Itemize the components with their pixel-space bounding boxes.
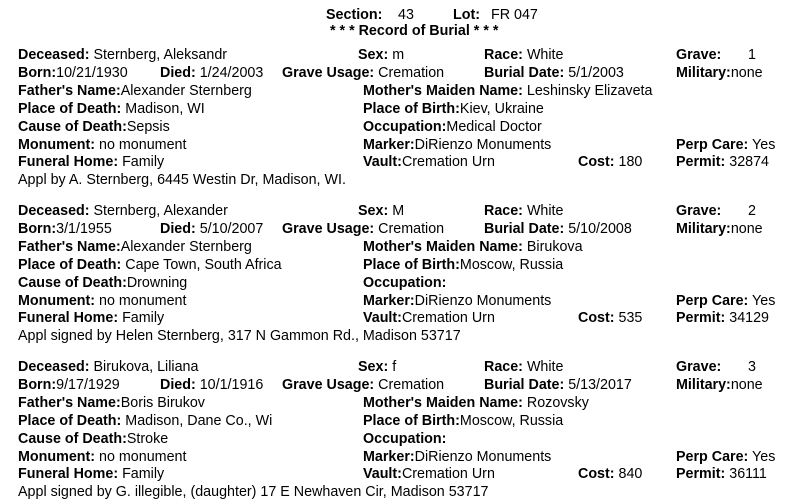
grave-usage-value: Cremation: [378, 220, 445, 237]
monument-value: no monument: [99, 448, 187, 465]
place-of-birth-field: [363, 257, 563, 274]
occupation-label: Occupation:: [363, 430, 447, 447]
cost-field: [578, 466, 642, 483]
funeral-home-field: [18, 154, 164, 171]
perp-care-value: Yes: [752, 292, 776, 309]
place-of-death-label: Place of Death:: [18, 412, 122, 429]
lot-value: FR 047: [491, 7, 538, 23]
deceased-label: Deceased:: [18, 359, 90, 375]
funeral-home-label: Funeral Home:: [18, 154, 119, 171]
born-value: 3/1/1955: [56, 220, 112, 237]
section-label: Section:: [326, 7, 383, 23]
grave-usage-label: Grave Usage:: [282, 220, 375, 237]
perp-care-label: Perp Care:: [676, 292, 749, 309]
military-field: [676, 221, 763, 238]
deceased-label: Deceased:: [18, 47, 90, 63]
mother-value: Birukova: [526, 238, 583, 255]
deceased-value: Sternberg, Aleksandr: [93, 47, 228, 63]
born-value: 10/21/1930: [56, 64, 128, 81]
place-of-birth-field: [363, 413, 563, 430]
place-of-death-value: Madison, WI: [125, 100, 205, 117]
burial-date-field: [484, 221, 632, 238]
race-value: White: [526, 359, 564, 375]
father-value: Alexander Sternberg: [120, 238, 252, 255]
sex-value: f: [392, 359, 397, 375]
funeral-home-field: [18, 310, 164, 327]
died-label: Died:: [160, 220, 196, 237]
grave-label: Grave:: [676, 359, 722, 375]
application-note: Appl signed by G. illegible, (daughter) 17 E Newhaven Cir, Madison 53717: [18, 484, 489, 501]
sex-field: [358, 359, 396, 376]
perp-care-label: Perp Care:: [676, 136, 749, 153]
burial-date-label: Burial Date:: [484, 376, 565, 393]
permit-field: [676, 466, 767, 483]
died-value: 10/1/1916: [199, 376, 264, 393]
cause-of-death-field: [18, 275, 187, 292]
father-label: Father's Name:: [18, 238, 121, 255]
place-of-birth-label: Place of Birth:: [363, 256, 460, 273]
permit-label: Permit:: [676, 310, 726, 327]
place-of-birth-value: Kiev, Ukraine: [459, 100, 544, 117]
deceased-field: [18, 359, 198, 376]
marker-value: DiRienzo Monuments: [414, 136, 552, 153]
monument-field: [18, 137, 186, 154]
race-label: Race:: [484, 359, 523, 375]
place-of-birth-value: Moscow, Russia: [459, 412, 564, 429]
born-label: Born:: [18, 220, 57, 237]
deceased-field: [18, 203, 228, 220]
born-value: 9/17/1929: [56, 376, 120, 393]
grave-usage-value: Cremation: [378, 64, 445, 81]
mother-field: [363, 395, 589, 412]
funeral-home-value: Family: [122, 466, 165, 483]
place-of-birth-label: Place of Birth:: [363, 412, 460, 429]
vault-field: [363, 466, 495, 483]
sex-value: m: [392, 47, 405, 63]
cost-value: 535: [618, 310, 643, 327]
place-of-death-label: Place of Death:: [18, 100, 122, 117]
permit-value: 36111: [729, 466, 767, 483]
died-field: [160, 221, 263, 238]
monument-label: Monument:: [18, 292, 96, 309]
cost-value: 180: [618, 154, 643, 171]
occupation-field: [363, 119, 542, 136]
cause-of-death-label: Cause of Death:: [18, 430, 127, 447]
burial-date-value: 5/10/2008: [568, 220, 632, 237]
perp-care-field: [676, 293, 775, 310]
grave-value: 1: [748, 47, 756, 63]
died-label: Died:: [160, 376, 196, 393]
military-field: [676, 377, 763, 394]
sex-field: [358, 47, 404, 64]
burial-date-value: 5/1/2003: [568, 64, 624, 81]
race-field: [484, 203, 563, 220]
race-label: Race:: [484, 203, 523, 219]
grave-usage-field: [282, 221, 444, 238]
died-value: 5/10/2007: [199, 220, 264, 237]
military-label: Military:: [676, 220, 731, 237]
vault-value: Cremation Urn: [401, 466, 495, 483]
perp-care-field: [676, 137, 775, 154]
died-value: 1/24/2003: [199, 64, 264, 81]
grave-usage-label: Grave Usage:: [282, 64, 375, 81]
died-field: [160, 65, 263, 82]
military-label: Military:: [676, 376, 731, 393]
application-note: Appl by A. Sternberg, 6445 Westin Dr, Madison, WI.: [18, 172, 346, 189]
vault-field: [363, 310, 495, 327]
permit-label: Permit:: [676, 466, 726, 483]
sex-label: Sex:: [358, 47, 389, 63]
father-field: [18, 83, 252, 100]
monument-label: Monument:: [18, 136, 96, 153]
sex-label: Sex:: [358, 203, 389, 219]
permit-value: 32874: [729, 154, 770, 171]
grave-value: 2: [748, 203, 756, 219]
cost-label: Cost:: [578, 154, 615, 171]
mother-label: Mother's Maiden Name:: [363, 238, 523, 255]
perp-care-label: Perp Care:: [676, 448, 749, 465]
mother-label: Mother's Maiden Name:: [363, 394, 523, 411]
marker-value: DiRienzo Monuments: [414, 292, 552, 309]
deceased-value: Sternberg, Alexander: [93, 203, 228, 219]
grave-field: [676, 47, 721, 64]
application-note: Appl signed by Helen Sternberg, 317 N Gammon Rd., Madison 53717: [18, 328, 461, 345]
perp-care-value: Yes: [752, 136, 776, 153]
vault-label: Vault:: [363, 466, 402, 483]
permit-label: Permit:: [676, 154, 726, 171]
place-of-death-field: [18, 413, 272, 430]
burial-date-field: [484, 65, 624, 82]
permit-value: 34129: [729, 310, 770, 327]
burial-date-label: Burial Date:: [484, 220, 565, 237]
father-label: Father's Name:: [18, 394, 121, 411]
cost-value: 840: [618, 466, 643, 483]
section-value: 43: [398, 7, 414, 23]
grave-usage-value: Cremation: [378, 376, 445, 393]
funeral-home-label: Funeral Home:: [18, 310, 119, 327]
funeral-home-label: Funeral Home:: [18, 466, 119, 483]
cost-field: [578, 310, 642, 327]
race-field: [484, 47, 563, 64]
born-label: Born:: [18, 376, 57, 393]
marker-field: [363, 449, 551, 466]
born-field: [18, 377, 120, 394]
monument-field: [18, 449, 186, 466]
burial-date-field: [484, 377, 632, 394]
father-field: [18, 239, 252, 256]
cause-of-death-value: Drowning: [126, 274, 188, 291]
father-field: [18, 395, 205, 412]
perp-care-value: Yes: [752, 448, 776, 465]
occupation-label: Occupation:: [363, 274, 447, 291]
cause-of-death-field: [18, 119, 170, 136]
monument-value: no monument: [99, 292, 187, 309]
cause-of-death-label: Cause of Death:: [18, 274, 127, 291]
mother-value: Rozovsky: [526, 394, 589, 411]
died-label: Died:: [160, 64, 196, 81]
funeral-home-field: [18, 466, 164, 483]
place-of-birth-label: Place of Birth:: [363, 100, 460, 117]
burial-date-value: 5/13/2017: [568, 376, 632, 393]
race-value: White: [526, 203, 564, 219]
grave-label: Grave:: [676, 203, 722, 219]
occupation-value: Medical Doctor: [446, 118, 542, 135]
father-value: Alexander Sternberg: [120, 82, 252, 99]
marker-field: [363, 137, 551, 154]
died-field: [160, 377, 263, 394]
place-of-birth-field: [363, 101, 544, 118]
mother-field: [363, 83, 652, 100]
marker-label: Marker:: [363, 448, 415, 465]
military-value: none: [730, 376, 763, 393]
occupation-field: [363, 431, 446, 448]
born-field: [18, 65, 128, 82]
cause-of-death-value: Sepsis: [126, 118, 170, 135]
monument-field: [18, 293, 186, 310]
place-of-death-value: Cape Town, South Africa: [125, 256, 282, 273]
military-label: Military:: [676, 64, 731, 81]
permit-field: [676, 310, 769, 327]
monument-label: Monument:: [18, 448, 96, 465]
page-title: * * * Record of Burial * * *: [330, 23, 499, 39]
race-value: White: [526, 47, 564, 63]
sex-value: M: [392, 203, 405, 219]
grave-value: 3: [748, 359, 756, 375]
permit-field: [676, 154, 769, 171]
place-of-death-value: Madison, Dane Co., Wi: [125, 412, 273, 429]
military-field: [676, 65, 763, 82]
born-label: Born:: [18, 64, 57, 81]
grave-usage-field: [282, 65, 444, 82]
deceased-field: [18, 47, 227, 64]
vault-value: Cremation Urn: [401, 310, 495, 327]
father-label: Father's Name:: [18, 82, 121, 99]
perp-care-field: [676, 449, 775, 466]
mother-field: [363, 239, 583, 256]
lot-label: Lot:: [453, 7, 480, 23]
sex-field: [358, 203, 404, 220]
place-of-death-label: Place of Death:: [18, 256, 122, 273]
mother-label: Mother's Maiden Name:: [363, 82, 523, 99]
cause-of-death-field: [18, 431, 168, 448]
cost-field: [578, 154, 642, 171]
cause-of-death-value: Stroke: [126, 430, 169, 447]
marker-label: Marker:: [363, 136, 415, 153]
vault-label: Vault:: [363, 154, 402, 171]
marker-value: DiRienzo Monuments: [414, 448, 552, 465]
marker-label: Marker:: [363, 292, 415, 309]
deceased-value: Birukova, Liliana: [93, 359, 199, 375]
vault-field: [363, 154, 495, 171]
monument-value: no monument: [99, 136, 187, 153]
grave-field: [676, 203, 721, 220]
occupation-label: Occupation:: [363, 118, 447, 135]
born-field: [18, 221, 112, 238]
cause-of-death-label: Cause of Death:: [18, 118, 127, 135]
mother-value: Leshinsky Elizaveta: [526, 82, 653, 99]
place-of-death-field: [18, 257, 282, 274]
military-value: none: [730, 64, 763, 81]
occupation-field: [363, 275, 446, 292]
place-of-death-field: [18, 101, 205, 118]
funeral-home-value: Family: [122, 310, 165, 327]
place-of-birth-value: Moscow, Russia: [459, 256, 564, 273]
race-field: [484, 359, 563, 376]
burial-date-label: Burial Date:: [484, 64, 565, 81]
grave-usage-field: [282, 377, 444, 394]
military-value: none: [730, 220, 763, 237]
grave-label: Grave:: [676, 47, 722, 63]
grave-usage-label: Grave Usage:: [282, 376, 375, 393]
cost-label: Cost:: [578, 466, 615, 483]
funeral-home-value: Family: [122, 154, 165, 171]
marker-field: [363, 293, 551, 310]
vault-value: Cremation Urn: [401, 154, 495, 171]
vault-label: Vault:: [363, 310, 402, 327]
sex-label: Sex:: [358, 359, 389, 375]
race-label: Race:: [484, 47, 523, 63]
deceased-label: Deceased:: [18, 203, 90, 219]
grave-field: [676, 359, 721, 376]
cost-label: Cost:: [578, 310, 615, 327]
father-value: Boris Birukov: [120, 394, 205, 411]
